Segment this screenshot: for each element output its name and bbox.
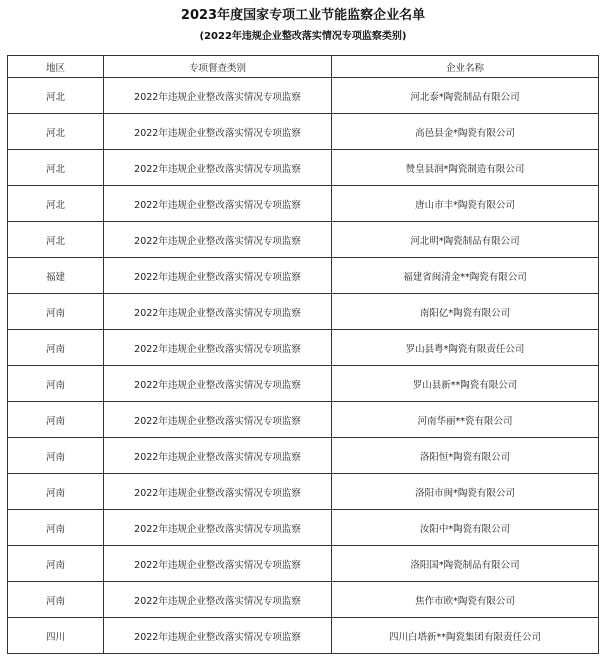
cell-region: 河北 — [8, 222, 104, 258]
cell-category: 2022年违规企业整改落实情况专项监察 — [104, 582, 332, 618]
table-row — [8, 258, 599, 294]
cell-category: 2022年违规企业整改落实情况专项监察 — [104, 366, 332, 402]
cell-company: 罗山县粤*陶瓷有限责任公司 — [332, 330, 599, 366]
cell-region: 河北 — [8, 186, 104, 222]
cell-region: 河南 — [8, 366, 104, 402]
table-row — [8, 474, 599, 510]
cell-category: 2022年违规企业整改落实情况专项监察 — [104, 258, 332, 294]
cell-company: 汝阳中*陶瓷有限公司 — [332, 510, 599, 546]
table-row — [8, 582, 599, 618]
table-row — [8, 366, 599, 402]
header-category: 专项督查类别 — [104, 56, 332, 78]
table-row — [8, 222, 599, 258]
cell-region: 河南 — [8, 438, 104, 474]
cell-region: 河南 — [8, 582, 104, 618]
cell-company: 河北泰*陶瓷制品有限公司 — [332, 78, 599, 114]
cell-category: 2022年违规企业整改落实情况专项监察 — [104, 114, 332, 150]
document-title: 2023年度国家专项工业节能监察企业名单 — [180, 8, 426, 23]
cell-company: 洛阳国*陶瓷制品有限公司 — [332, 546, 599, 582]
cell-category: 2022年违规企业整改落实情况专项监察 — [104, 438, 332, 474]
cell-region: 河北 — [8, 78, 104, 114]
cell-category: 2022年违规企业整改落实情况专项监察 — [104, 402, 332, 438]
table-row — [8, 618, 599, 654]
header-company: 企业名称 — [332, 56, 599, 78]
table-row — [8, 402, 599, 438]
cell-region: 河北 — [8, 114, 104, 150]
cell-company: 罗山县新**陶瓷有限公司 — [332, 366, 599, 402]
table-row — [8, 510, 599, 546]
cell-region: 河南 — [8, 294, 104, 330]
cell-company: 赞皇县润*陶瓷制造有限公司 — [332, 150, 599, 186]
cell-category: 2022年违规企业整改落实情况专项监察 — [104, 222, 332, 258]
cell-region: 河南 — [8, 330, 104, 366]
cell-company: 洛阳恒*陶瓷有限公司 — [332, 438, 599, 474]
table-row — [8, 546, 599, 582]
enterprise-table — [7, 55, 599, 654]
cell-company: 河北明*陶瓷制品有限公司 — [332, 222, 599, 258]
cell-company: 唐山市丰*陶瓷有限公司 — [332, 186, 599, 222]
cell-category: 2022年违规企业整改落实情况专项监察 — [104, 546, 332, 582]
table-row — [8, 438, 599, 474]
table-row — [8, 330, 599, 366]
table-row — [8, 114, 599, 150]
cell-category: 2022年违规企业整改落实情况专项监察 — [104, 618, 332, 654]
table-body — [8, 78, 599, 654]
cell-category: 2022年违规企业整改落实情况专项监察 — [104, 186, 332, 222]
cell-region: 河南 — [8, 510, 104, 546]
cell-company: 福建省闽清金**陶瓷有限公司 — [332, 258, 599, 294]
cell-category: 2022年违规企业整改落实情况专项监察 — [104, 510, 332, 546]
document-subtitle: (2022年违规企业整改落实情况专项监察类别) — [199, 31, 407, 42]
cell-region: 河南 — [8, 474, 104, 510]
table-row — [8, 294, 599, 330]
table-header-row — [8, 56, 599, 78]
cell-category: 2022年违规企业整改落实情况专项监察 — [104, 330, 332, 366]
header-region: 地区 — [8, 56, 104, 78]
cell-category: 2022年违规企业整改落实情况专项监察 — [104, 78, 332, 114]
cell-company: 南阳亿*陶瓷有限公司 — [332, 294, 599, 330]
cell-company: 洛阳市闽*陶瓷有限公司 — [332, 474, 599, 510]
cell-company: 河南华丽**瓷有限公司 — [332, 402, 599, 438]
table-row — [8, 150, 599, 186]
cell-region: 河南 — [8, 546, 104, 582]
cell-region: 四川 — [8, 618, 104, 654]
table-row — [8, 186, 599, 222]
cell-category: 2022年违规企业整改落实情况专项监察 — [104, 474, 332, 510]
cell-company: 高邑县金*陶瓷有限公司 — [332, 114, 599, 150]
cell-region: 河南 — [8, 402, 104, 438]
cell-company: 四川白塔新**陶瓷集团有限责任公司 — [332, 618, 599, 654]
cell-region: 福建 — [8, 258, 104, 294]
cell-region: 河北 — [8, 150, 104, 186]
cell-company: 焦作市欧*陶瓷有限公司 — [332, 582, 599, 618]
cell-category: 2022年违规企业整改落实情况专项监察 — [104, 150, 332, 186]
table-row — [8, 78, 599, 114]
cell-category: 2022年违规企业整改落实情况专项监察 — [104, 294, 332, 330]
